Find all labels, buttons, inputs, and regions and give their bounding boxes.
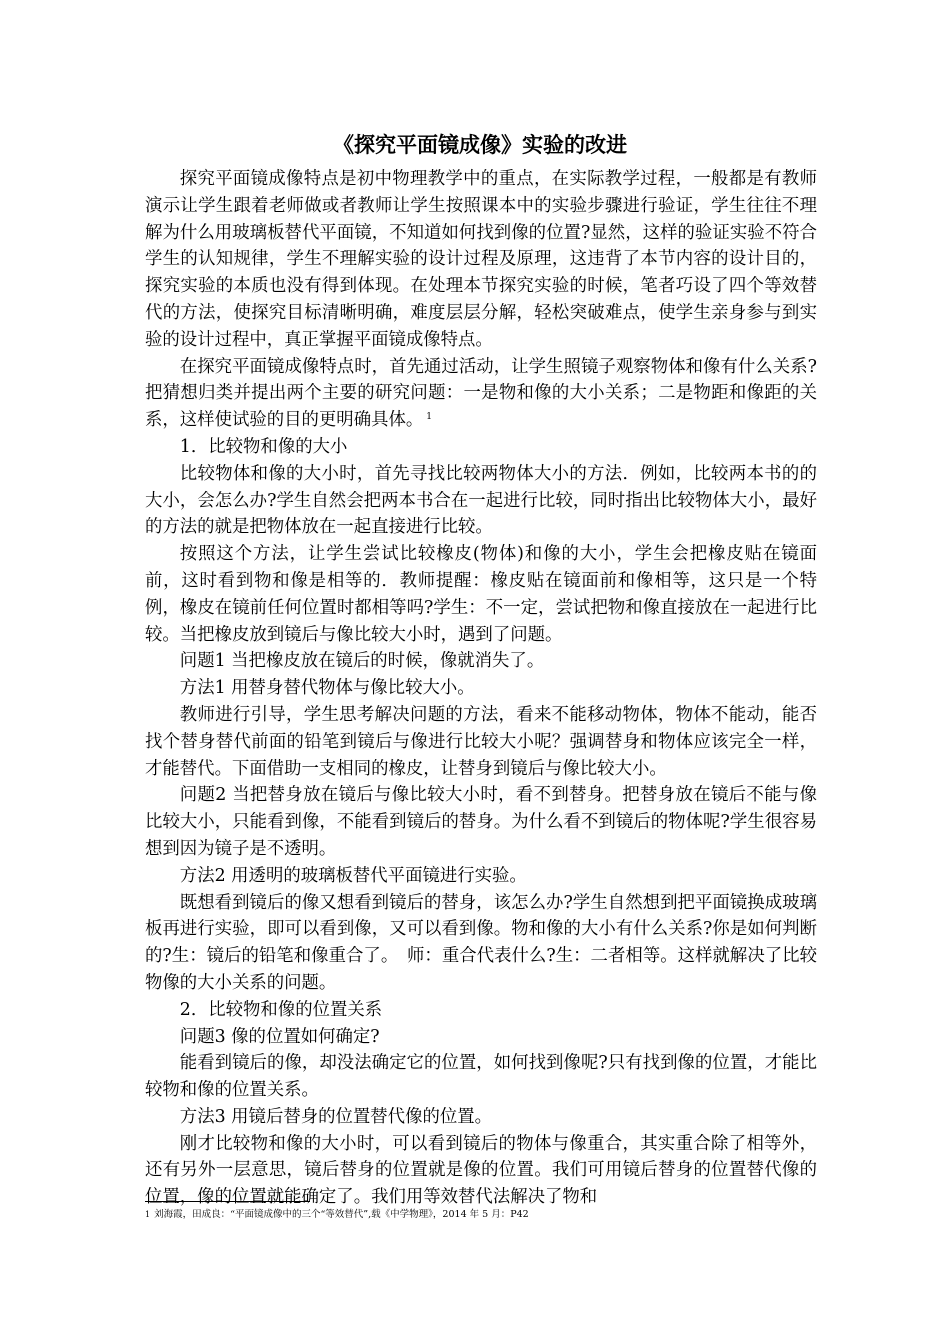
- footnote-separator: [145, 1201, 310, 1202]
- footnote-reference[interactable]: 1: [426, 412, 432, 423]
- section-heading: 1．比较物和像的大小: [179, 436, 348, 457]
- problem-label: 问题2 当把替身放在镜后与像比较大小时，看不到替身。把替身放在镜后不能与像比较大小，只能看到像，不能看到镜后的替身。为什么看不到镜后的物体呢?学生很容易想到因为镜子是不透明。: [145, 785, 817, 859]
- paragraph: 能看到镜后的像，却没法确定它的位置，如何找到像呢?只有找到像的位置，才能比较物和像的位置关系。: [145, 1053, 817, 1101]
- paragraph: 按照这个方法，让学生尝试比较橡皮(物体)和像的大小，学生会把橡皮贴在镜面前，这时看到物和像是相等的．教师提醒：橡皮贴在镜面前和像相等，这只是一个特例，橡皮在镜前任何位置时都相等吗?学生：不一定，尝试把物和像直接放在一起进行比较。当把橡皮放到镜后与像比较大小时，遇到了问题。: [145, 544, 817, 645]
- footnote-mark: 1: [145, 1210, 151, 1219]
- paragraph-text: 在探究平面镜成像特点时，首先通过活动，让学生照镜子观察物体和像有什么关系?把猜想归类并提出两个主要的研究问题：一是物和像的大小关系；二是物距和像距的关系，这样使试验的目的更明确具体。: [145, 356, 817, 431]
- footnote: [145, 1208, 817, 1222]
- paragraph: 比较物体和像的大小时，首先寻找比较两物体大小的方法．例如，比较两本书的的大小，会怎么办?学生自然会把两本书合在一起进行比较，同时指出比较物体大小，最好的方法的就是把物体放在一起直接进行比较。: [145, 463, 817, 538]
- paragraph: 教师进行引导，学生思考解决问题的方法，看来不能移动物体，物体不能动，能否找个替身替代前面的铅笔到镜后与像进行比较大小呢？强调替身和物体应该完全一样，才能替代。下面借助一支相同的橡皮，让替身到镜后与像比较大小。: [145, 704, 817, 779]
- method-label: 方法1 用替身替代物体与像比较大小。: [179, 678, 475, 699]
- method-label: 方法2 用透明的玻璃板替代平面镜进行实验。: [179, 865, 527, 886]
- problem-label: 问题1 当把橡皮放在镜后的时候，像就消失了。: [179, 651, 545, 672]
- document-body: [145, 166, 817, 1211]
- paragraph: 既想看到镜后的像又想看到镜后的替身，该怎么办?学生自然想到把平面镜换成玻璃板再进行实验，即可以看到像，又可以看到像。物和像的大小有什么关系?你是如何判断的?生：镜后的铅笔和像重合了。 师：重合代表什么?生：二者相等。这样就解决了比较物像的大小关系的问题。: [145, 892, 817, 993]
- method-label: 方法3 用镜后替身的位置替代像的位置。: [179, 1106, 493, 1127]
- paragraph: 刚才比较物和像的大小时，可以看到镜后的物体与像重合，其实重合除了相等外，还有另外一层意思，镜后替身的位置就是像的位置。我们可用镜后替身的位置替代像的位置，像的位置就能确定了。我们用等效替代法解决了物和: [145, 1133, 817, 1208]
- document-title: 《探究平面镜成像》实验的改进: [333, 133, 627, 157]
- section-heading: 2．比较物和像的位置关系: [179, 999, 383, 1020]
- footnote-text: 刘海霞，田成良：“平面镜成像中的三个“等效替代”,载《中学物理》，2014 年 5 月：P42: [154, 1209, 529, 1220]
- paragraph-with-footnote: [145, 354, 817, 434]
- problem-label: 问题3 像的位置如何确定?: [179, 1026, 380, 1047]
- paragraph: 探究平面镜成像特点是初中物理教学中的重点，在实际教学过程，一般都是有教师演示让学生跟着老师做或者教师让学生按照课本中的实验步骤进行验证，学生往往不理解为什么用玻璃板替代平面镜，不知道如何找到像的位置?显然，这样的验证实验不符合学生的认知规律，学生不理解实验的设计过程及原理，这违背了本节内容的设计目的，探究实验的本质也没有得到体现。在处理本节探究实验的时候，笔者巧设了四个等效替代的方法，使探究目标清晰明确，难度层层分解，轻松突破难点，使学生亲身参与到实验的设计过程中，真正掌握平面镜成像特点。: [145, 169, 817, 350]
